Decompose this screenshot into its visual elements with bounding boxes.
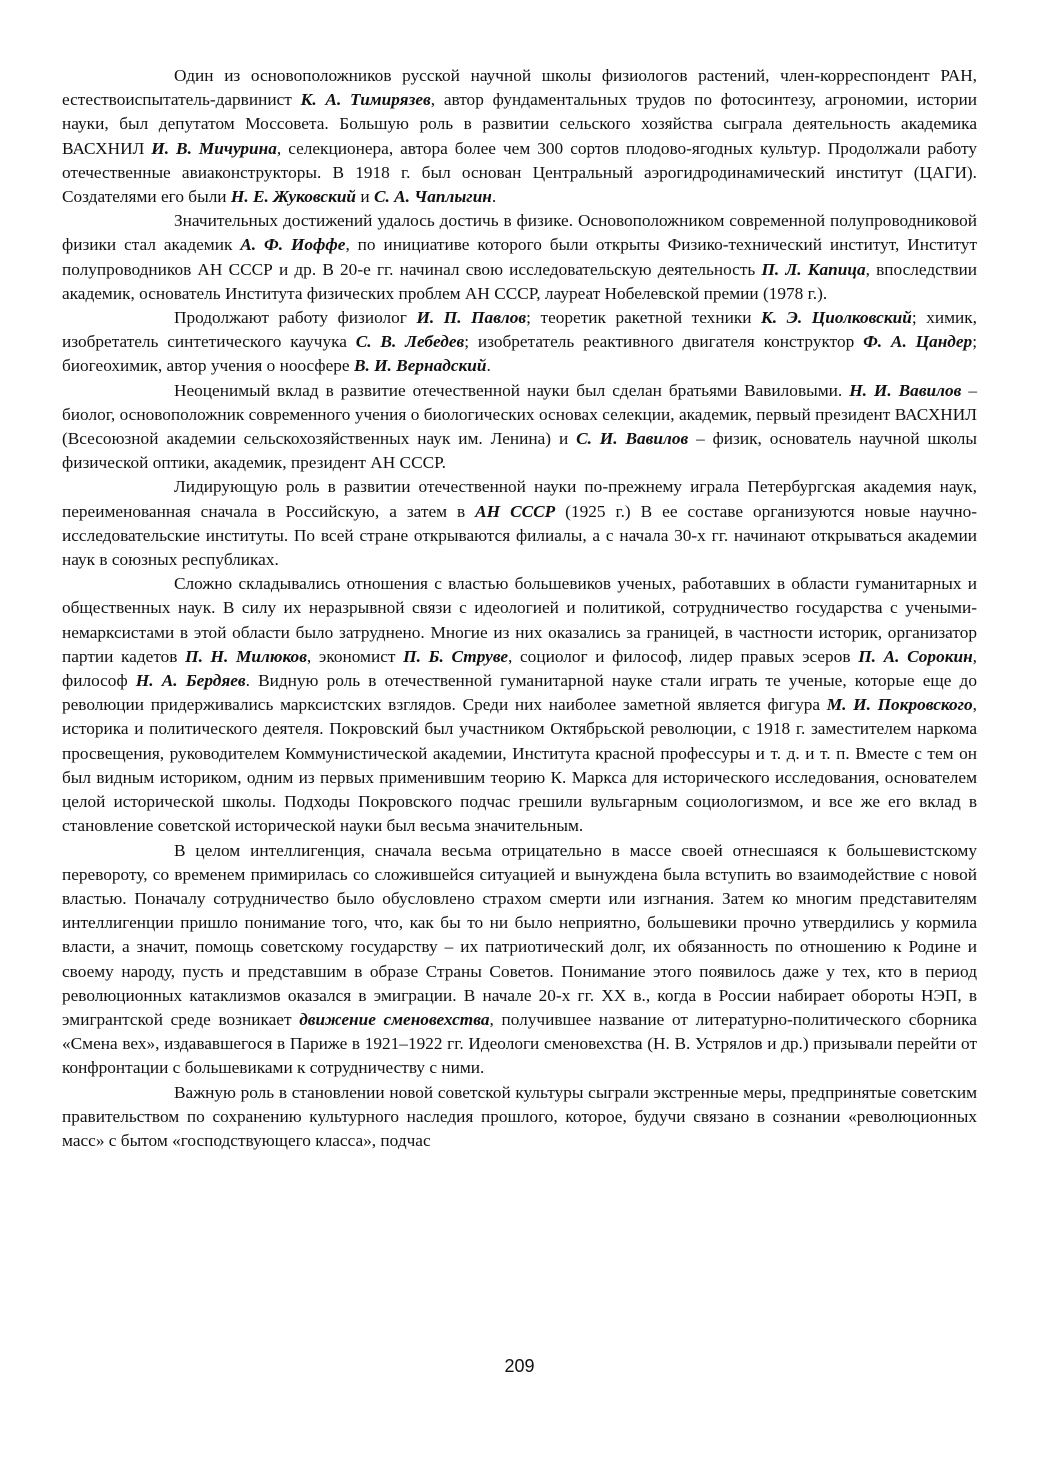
text-run: , философ (62, 646, 977, 691)
paragraph (62, 64, 977, 209)
text-run: , экономист (306, 646, 404, 666)
text-run: ; теоретик ракетной техники (526, 308, 762, 328)
text-run: – физик, основатель научной школы физической оптики, академик, президент АН СССР. (62, 429, 977, 473)
emphasized-name: К. Э. Циолковский (761, 308, 912, 328)
paragraph (62, 475, 977, 572)
page-number: 209 (504, 1356, 535, 1376)
text-run: – биолог, основоположник современного учения о биологических основах селекции, академик, первый президент ВАСХНИЛ (Всесоюзной академии сельскохозяйственных наук им. Ленина) и (62, 380, 977, 449)
text-run: В целом интеллигенция, сначала весьма отрицательно в массе своей отнесшаяся к большевистскому перевороту, со временем примирилась со сложившейся ситуацией и вынуждена была вступить во взаимодействие с новой властью. Поначалу сотрудничество было обусловлено страхом смерти или изгнания. Затем ко многим представителям интеллигенции пришло понимание того, что, как бы то ни было неприятно, большевики прочно утвердились у кормила власти, а значит, помощь советскому государству – их патриотический долг, их обязанность по отношению к Родине и своему народу, пусть и представшим в образе Страны Советов. Понимание этого появилось даже у тех, кто в период революционных катаклизмов оказался в эмиграции. В начале 20-х гг. XX в., когда в России набирает обороты НЭП, в эмигрантской среде возникает (62, 840, 977, 1029)
emphasized-name: П. Л. Капица (761, 259, 866, 279)
emphasized-name: Ф. А. Цандер (863, 332, 973, 352)
emphasized-name: К. А. Тимирязев (300, 90, 431, 110)
paragraph (62, 839, 977, 1081)
text-run: ; изобретатель реактивного двигателя конструктор (464, 332, 864, 352)
emphasized-name: И. П. Павлов (416, 308, 527, 328)
emphasized-name: П. Б. Струве (403, 646, 509, 666)
text-run: и (356, 187, 374, 207)
text-run: . (486, 356, 491, 376)
text-run: , по инициативе которого были открыты Физико-технический институт, Институт полупроводников АН СССР и др. В 20-е гг. начинал свою исследовательскую деятельность (62, 235, 978, 279)
emphasized-name: И. В. Мичурина (151, 138, 277, 158)
text-run: Значительных достижений удалось достичь в физике. Основоположником современной полупроводниковой физики стал академик (62, 211, 977, 255)
emphasized-name: А. Ф. Иоффе (240, 235, 346, 255)
text-run: , историка и политического деятеля. Покровский был участником Октябрьской революции, с 1918 г. заместителем наркома просвещения, руководителем Коммунистической академии, Института красной профессуры и т. д. и т. п. Вместе с тем он был видным историком, одним из первых применившим теорию К. Маркса для исторического исследования, основателем целой исторической школы. Подходы Покровского подчас грешили вульгарным социологизмом, и все же его вклад в становление советской исторической науки был весьма значительным. (62, 695, 977, 836)
paragraph (62, 306, 977, 379)
text-run: Лидирующую роль в развитии отечественной науки по-прежнему играла Петербургская академия наук, переименованная сначала в Российскую, а затем в (62, 477, 977, 521)
text-run: ; биогеохимик, автор учения о ноосфере (62, 332, 977, 376)
emphasized-name: Н. Е. Жуковский (230, 187, 357, 207)
text-run: , селекционера, автора более чем 300 сортов плодово-ягодных культур. Продолжали работу отечественные авиаконструкторы. В 1918 г. был основан Центральный аэрогидродинамический институт (ЦАГИ). Создателями его были (62, 138, 977, 207)
emphasized-name: М. И. Покровского (826, 695, 973, 715)
text-run: . Видную роль в отечественной гуманитарной науке стали играть те ученые, которые еще до революции придерживались марксистских взглядов. Среди них наиболее заметной является фигура (62, 671, 977, 715)
text-run: . (491, 187, 497, 207)
emphasized-name: Н. А. Бердяев (135, 671, 246, 691)
text-run: , социолог и философ, лидер правых эсеров (508, 646, 859, 666)
paragraph (62, 1081, 977, 1154)
text-run: Сложно складывались отношения с властью большевиков ученых, работавших в области гуманитарных и общественных наук. В силу их неразрывной связи с идеологией и политикой, сотрудничество государства с учеными-немарксистами в этой области было затруднено. Многие из них оказались за границей, в частности историк, организатор партии кадетов (62, 574, 977, 666)
paragraph (62, 209, 977, 306)
text-run: , автор фундаментальных трудов по фотосинтезу, агрономии, истории науки, был депутатом Моссовета. Большую роль в развитии сельского хозяйства сыграла деятельность академика ВАСХНИЛ (62, 90, 977, 158)
emphasized-name: В. И. Вернадский (353, 356, 487, 376)
emphasized-name: С. В. Лебедев (355, 332, 465, 352)
text-run: , получившее название от литературно-политического сборника «Смена вех», издававшегося в Париже в 1921–1922 гг. Идеологи сменовехства (Н. В. Устрялов и др.) призывали перейти от конфронтации с большевиками к сотрудничеству с ними. (62, 1009, 977, 1078)
emphasized-name: АН СССР (475, 501, 556, 521)
text-run: Неоценимый вклад в развитие отечественной науки был сделан братьями Вавиловыми. (174, 380, 850, 400)
page-body (62, 64, 977, 1153)
text-run: ; химик, изобретатель синтетического каучука (62, 308, 977, 352)
emphasized-name: движение сменовехства (299, 1009, 490, 1029)
text-run: (1925 г.) В ее составе организуются новые научно-исследовательские институты. По всей стране открываются филиалы, а с начала 30-х гг. начинают открываться академии наук в союзных республиках. (62, 501, 977, 570)
emphasized-name: П. Н. Милюков (185, 646, 307, 666)
text-run: Важную роль в становлении новой советской культуры сыграли экстренные меры, предпринятые советским правительством по сохранению культурного наследия прошлого, которое, будучи связано в сознании «революционных масс» с бытом «господствующего класса», подчас (62, 1082, 977, 1150)
text-run: , впоследствии академик, основатель Института физических проблем АН СССР, лауреат Нобелевской премии (1978 г.). (62, 259, 978, 303)
emphasized-name: С. И. Вавилов (576, 429, 689, 449)
emphasized-name: Н. И. Вавилов (849, 380, 962, 400)
emphasized-name: П. А. Сорокин (858, 646, 973, 666)
emphasized-name: С. А. Чаплыгин (373, 187, 492, 207)
paragraph (62, 572, 977, 838)
paragraph (62, 379, 977, 476)
text-run: Продолжают работу физиолог (174, 308, 417, 328)
text-run: Один из основоположников русской научной школы физиологов растений, член-корреспондент РАН, естествоиспытатель-дарвинист (62, 66, 977, 110)
